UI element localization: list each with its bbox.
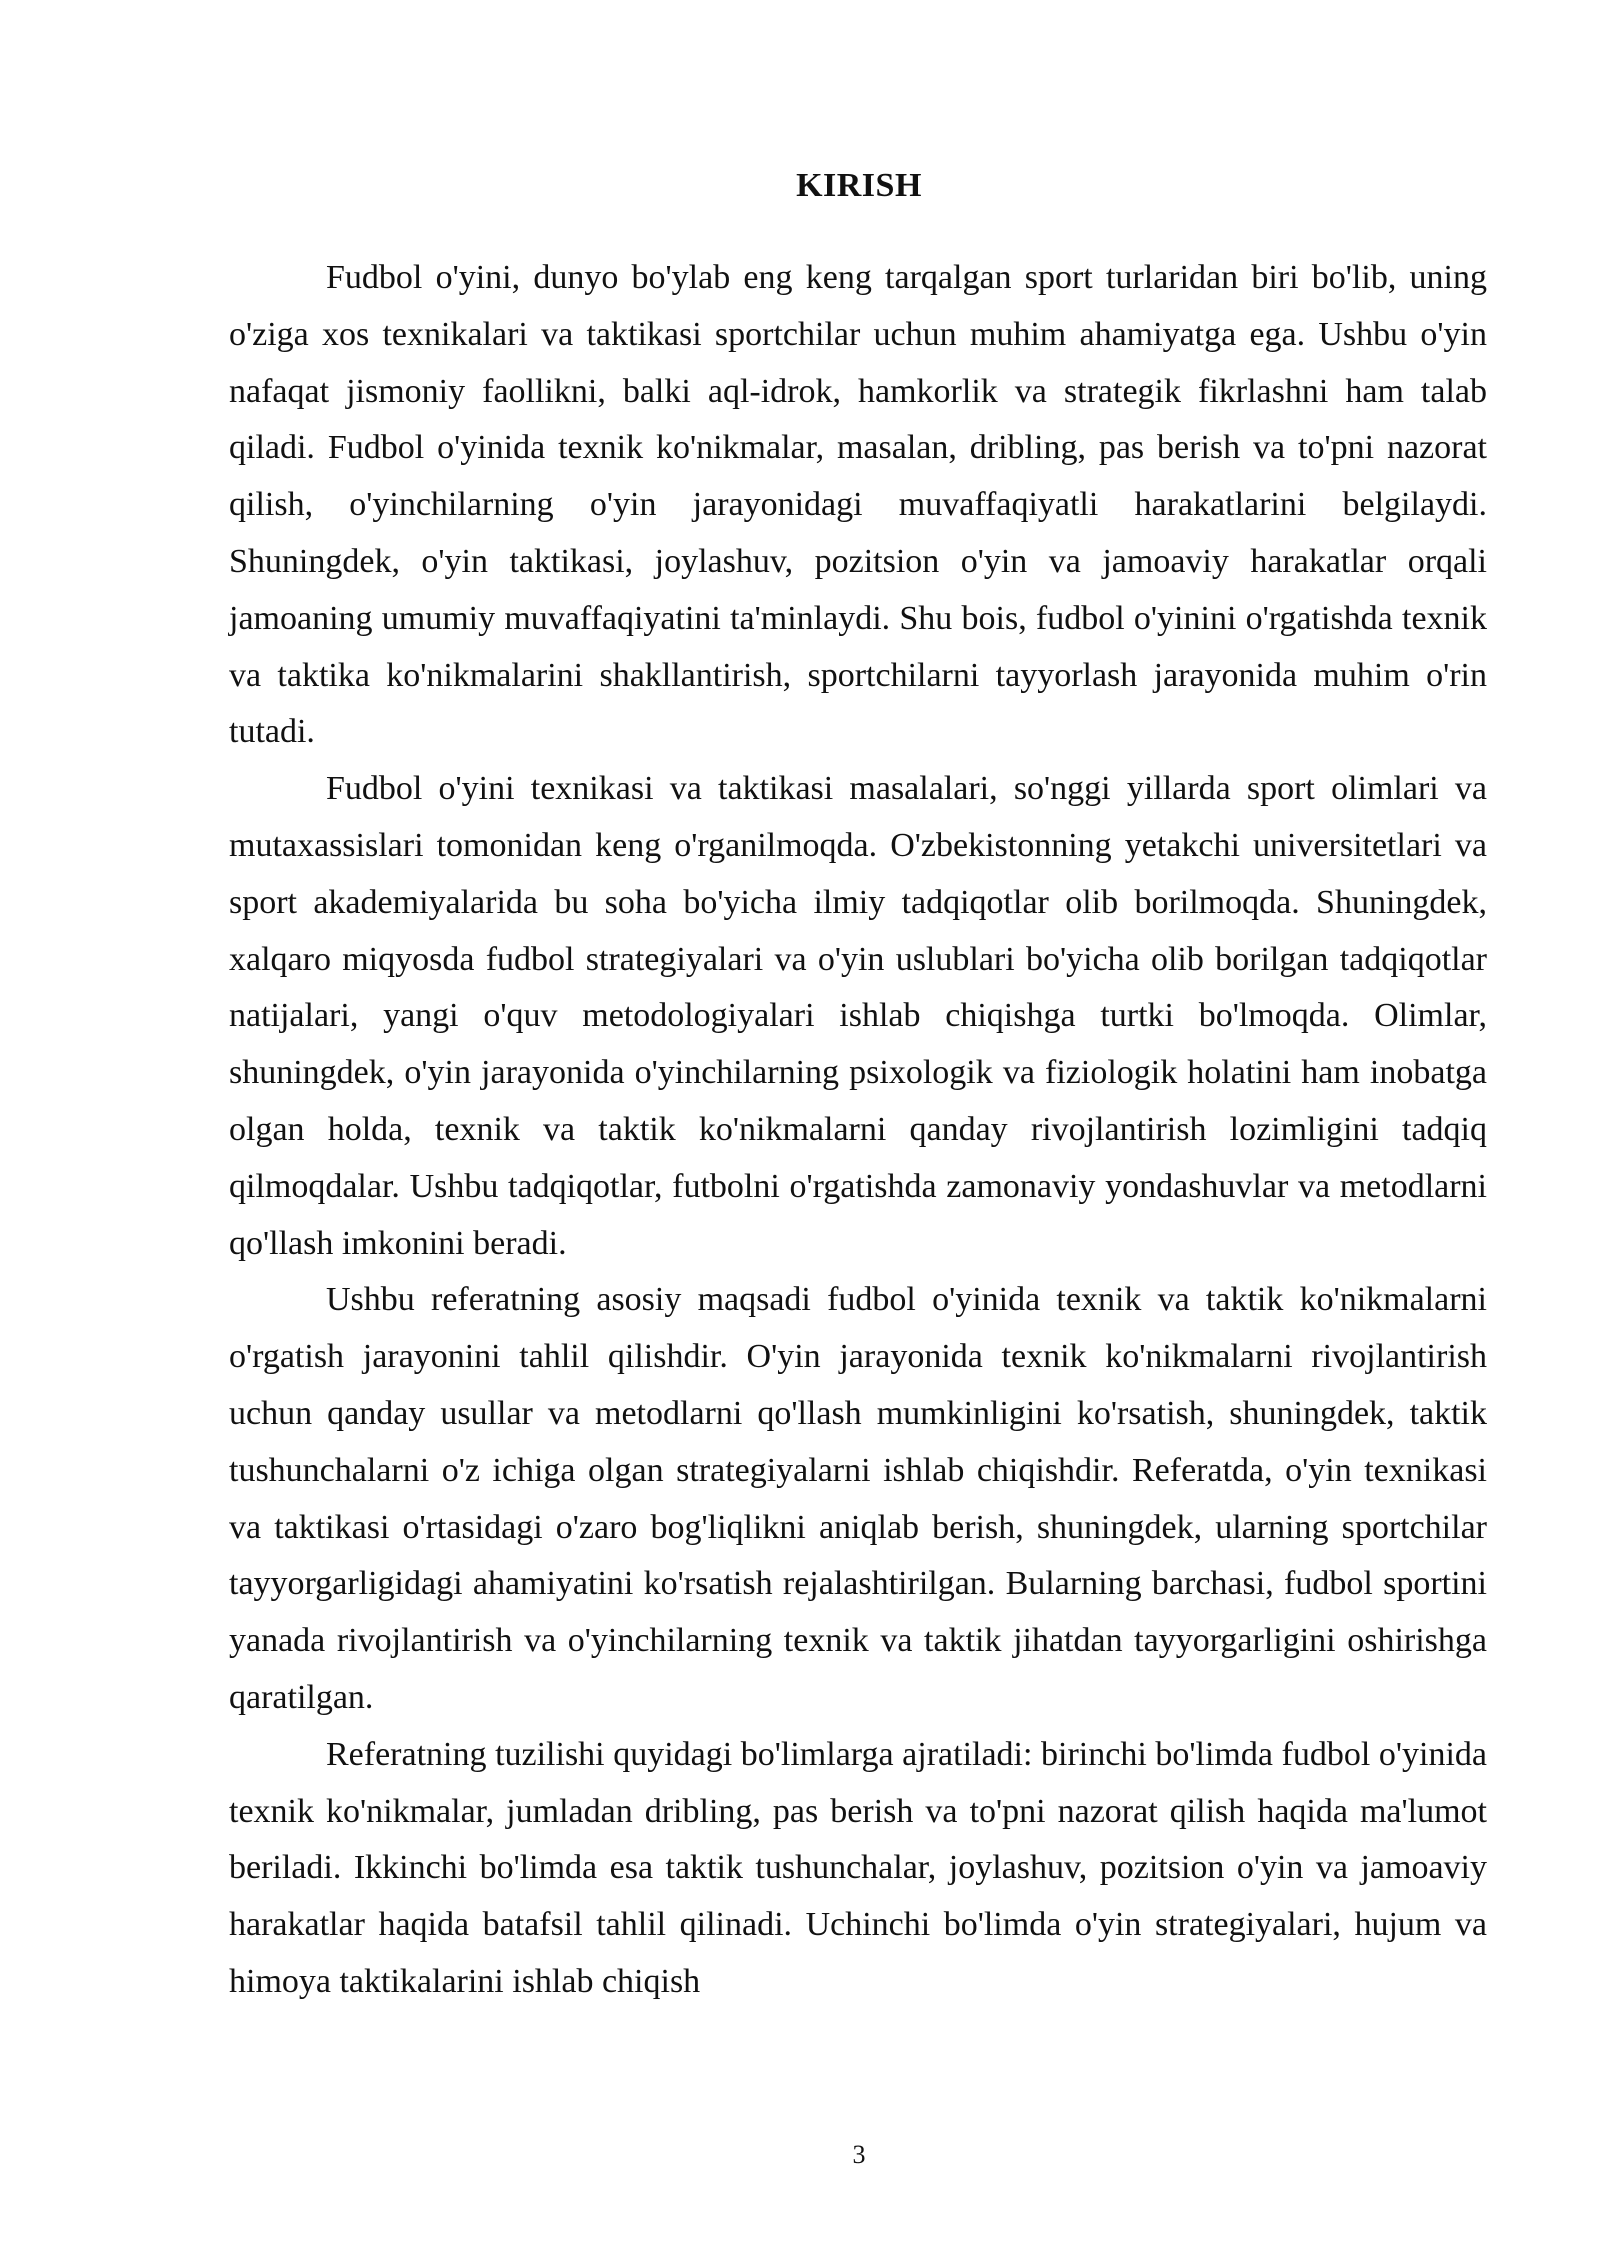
paragraph-4: Referatning tuzilishi quyidagi bo'limlarga ajratiladi: birinchi bo'limda fudbol o'yinida texnik ko'nikmalar, jumladan dribling, pas berish va to'pni nazorat qilish haqida ma'lumot beriladi. Ikkinchi bo'limda esa taktik tushunchalar, joylashuv, pozitsion o'yin va jamoaviy harakatlar haqida batafsil tahlil qilinadi. Uchinchi bo'limda o'yin strategiyalari, hujum va himoya taktikalarini ishlab chiqish: [229, 1735, 1487, 2000]
page-number: 3: [852, 2140, 866, 2169]
page-title: KIRISH: [796, 167, 922, 204]
paragraph-3: Ushbu referatning asosiy maqsadi fudbol o'yinida texnik va taktik ko'nikmalarni o'rgatish jarayonini tahlil qilishdir. O'yin jarayonida texnik ko'nikmalarni rivojlantirish uchun qanday usullar va metodlarni qo'llash mumkinligini ko'rsatish, shuningdek, taktik tushunchalarni o'z ichiga olgan strategiyalarni ishlab chiqishdir. Referatda, o'yin texnikasi va taktikasi o'rtasidagi o'zaro bog'liqlikni aniqlab berish, shuningdek, ularning sportchilar tayyorgarligidagi ahamiyatini ko'rsatish rejalashtirilgan. Bularning barchasi, fudbol sportini yanada rivojlantirish va o'yinchilarning texnik va taktik jihatdan tayyorgarligini oshirishga qaratilgan.: [229, 1281, 1487, 1716]
paragraph-2: Fudbol o'yini texnikasi va taktikasi masalalari, so'nggi yillarda sport olimlari va mutaxassislari tomonidan keng o'rganilmoqda. O'zbekistonning yetakchi universitetlari va sport akademiyalarida bu soha bo'yicha ilmiy tadqiqotlar olib borilmoqda. Shuningdek, xalqaro miqyosda fudbol strategiyalari va o'yin uslublari bo'yicha olib borilgan tadqiqotlar natijalari, yangi o'quv metodologiyalari ishlab chiqishga turtki bo'lmoqda. Olimlar, shuningdek, o'yin jarayonida o'yinchilarning psixologik va fiziologik holatini ham inobatga olgan holda, texnik va taktik ko'nikmalarni qanday rivojlantirish lozimligini tadqiq qilmoqdalar. Ushbu tadqiqotlar, futbolni o'rgatishda zamonaviy yondashuvlar va metodlarni qo'llash imkonini beradi.: [229, 770, 1487, 1262]
body-text: [229, 250, 1487, 2011]
paragraph-1: Fudbol o'yini, dunyo bo'ylab eng keng tarqalgan sport turlaridan biri bo'lib, uning o'ziga xos texnikalari va taktikasi sportchilar uchun muhim ahamiyatga ega. Ushbu o'yin nafaqat jismoniy faollikni, balki aql-idrok, hamkorlik va strategik fikrlashni ham talab qiladi. Fudbol o'yinida texnik ko'nikmalar, masalan, dribling, pas berish va to'pni nazorat qilish, o'yinchilarning o'yin jarayonidagi muvaffaqiyatli harakatlarini belgilaydi. Shuningdek, o'yin taktikasi, joylashuv, pozitsion o'yin va jamoaviy harakatlar orqali jamoaning umumiy muvaffaqiyatini ta'minlaydi. Shu bois, fudbol o'yinini o'rgatishda texnik va taktika ko'nikmalarini shakllantirish, sportchilarni tayyorlash jarayonida muhim o'rin tutadi.: [229, 259, 1487, 751]
